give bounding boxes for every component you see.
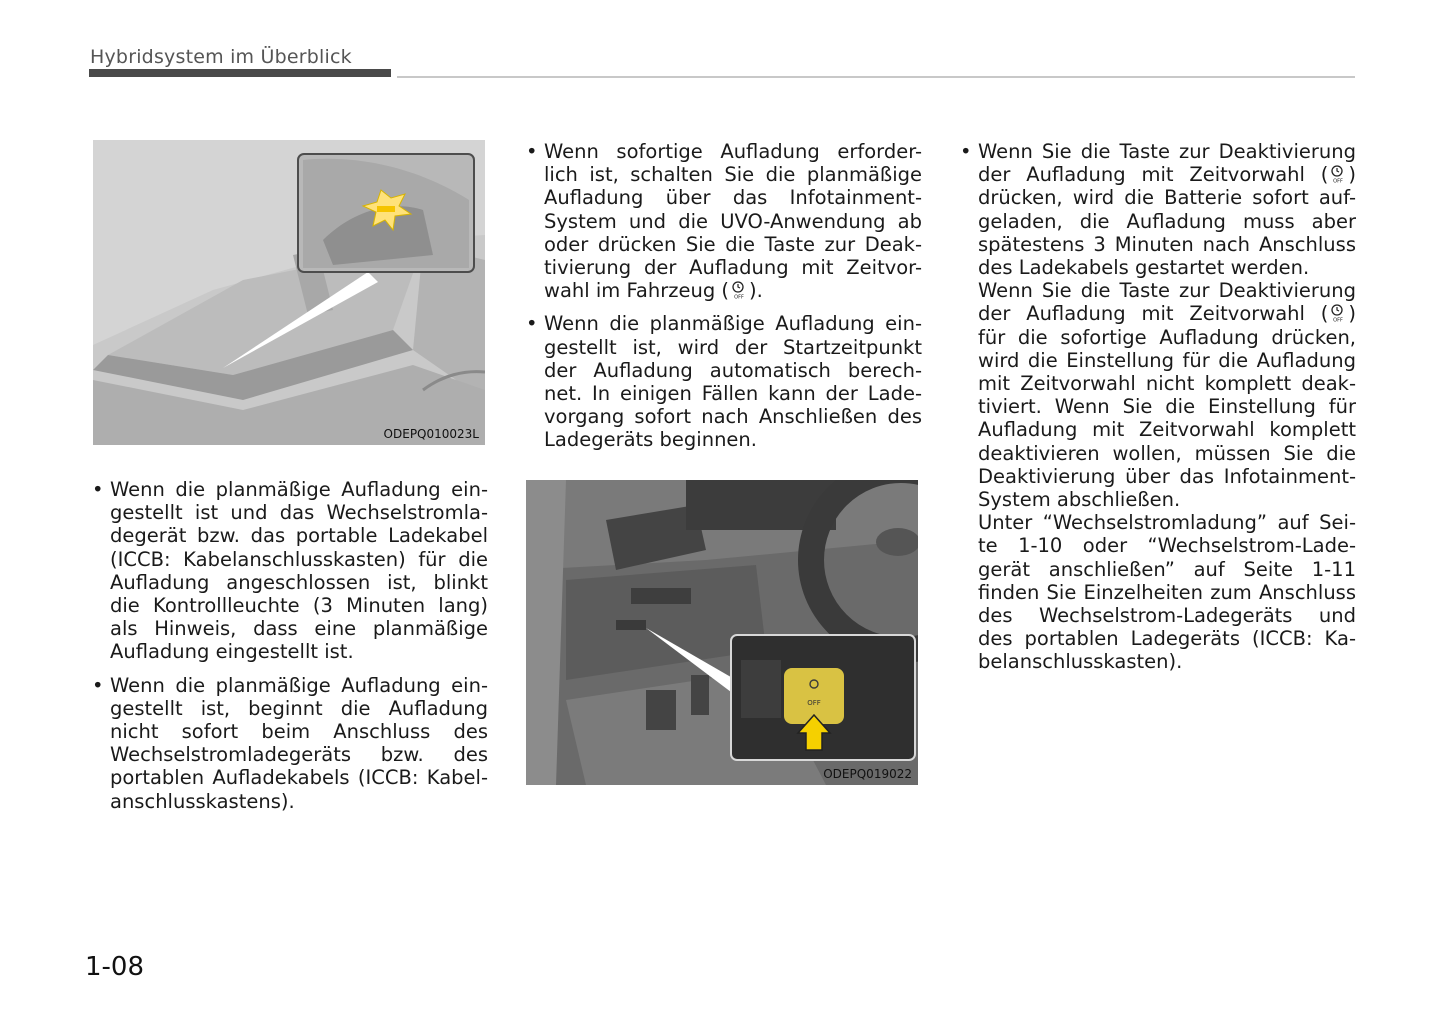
figure-code: ODEPQ010023L: [383, 427, 479, 441]
header-rule-dark: [89, 69, 391, 77]
dashboard-illustration: [526, 480, 918, 785]
off-button-label: OFF: [807, 699, 821, 707]
figure-windshield: [93, 140, 485, 445]
bullet-item: • Wenn die planmäßige Aufladung ein- gestellt ist und das Wechselstromla- degerät bzw. das portable Ladekabel (ICCB: Kabelanschlusskasten) für die Aufladung angeschlossen ist, blinkt die Kontrollleuchte (3 Minuten lang) als Hinweis, dass eine planmäßige Aufladung eingestellt ist.: [92, 478, 488, 664]
bullet-item: • Wenn Sie die Taste zur Deaktivierung der Aufladung mit Zeitvorwahl ( OFF ) drücken, wird die Batterie sofort auf- geladen, die Aufladung muss aber spätestens 3 Minuten nach Anschluss des Ladekabels gestartet werden. Wenn Sie die Taste zur Deaktivierung der Aufladung mit Zeitvorwahl ( OFF ) für die sofortige Aufladung drücken, wird die Einstellung für die Aufladung mit Zeitvorwahl nicht komplett deak- tiviert. Wenn Sie die Einstellung für Aufladung mit Zeitvorwahl komplett deaktivieren wollen, müssen Sie die Deaktivierung über das Infotainment- System abschließen. Unter “Wechselstromladung” auf Sei- te 1-10 oder “Wechselstrom-Lade- gerät anschließen” auf Seite 1-11 finden Sie Einzelheiten zum Anschluss des Wechselstrom-Ladegeräts und des portablen Ladegeräts (ICCB: Ka- belanschlusskasten).: [960, 140, 1356, 674]
timer-off-icon: [1328, 303, 1348, 323]
figure-code: ODEPQ019022: [823, 767, 912, 781]
timer-off-icon: [1328, 164, 1348, 184]
column-right: [960, 140, 1356, 674]
column-left: [92, 478, 488, 823]
svg-text:OFF: OFF: [1333, 178, 1344, 185]
figure-dashboard: [526, 480, 918, 785]
bullet-item: • Wenn sofortige Aufladung erforder- lich ist, schalten Sie die planmäßige Aufladung über das Infotainment- System und die UVO-Anwendung ab oder drücken Sie die Taste zur Deak- tivierung der Aufladung mit Zeitvor- wahl im Fahrzeug ( OFF ).: [526, 140, 922, 302]
windshield-illustration: [93, 140, 485, 445]
header-rule-light: [397, 76, 1355, 78]
svg-text:OFF: OFF: [734, 294, 744, 301]
column-middle: [526, 140, 922, 462]
bullet-item: • Wenn die planmäßige Aufladung ein- gestellt ist, beginnt die Aufladung nicht sofort beim Anschluss des Wechselstromladegeräts bzw. des portablen Aufladekabels (ICCB: Kabel- anschlusskastens).: [92, 674, 488, 813]
page-number: 1-08: [85, 952, 145, 982]
timer-off-icon: [729, 280, 749, 300]
bullet-item: • Wenn die planmäßige Aufladung ein- gestellt ist, wird der Startzeitpunkt der Aufladung automatisch berech- net. In einigen Fällen kann der Lade- vorgang sofort nach Anschließen des Ladegeräts beginnen.: [526, 312, 922, 451]
svg-text:OFF: OFF: [1333, 317, 1344, 324]
running-header: Hybridsystem im Überblick: [90, 46, 352, 68]
